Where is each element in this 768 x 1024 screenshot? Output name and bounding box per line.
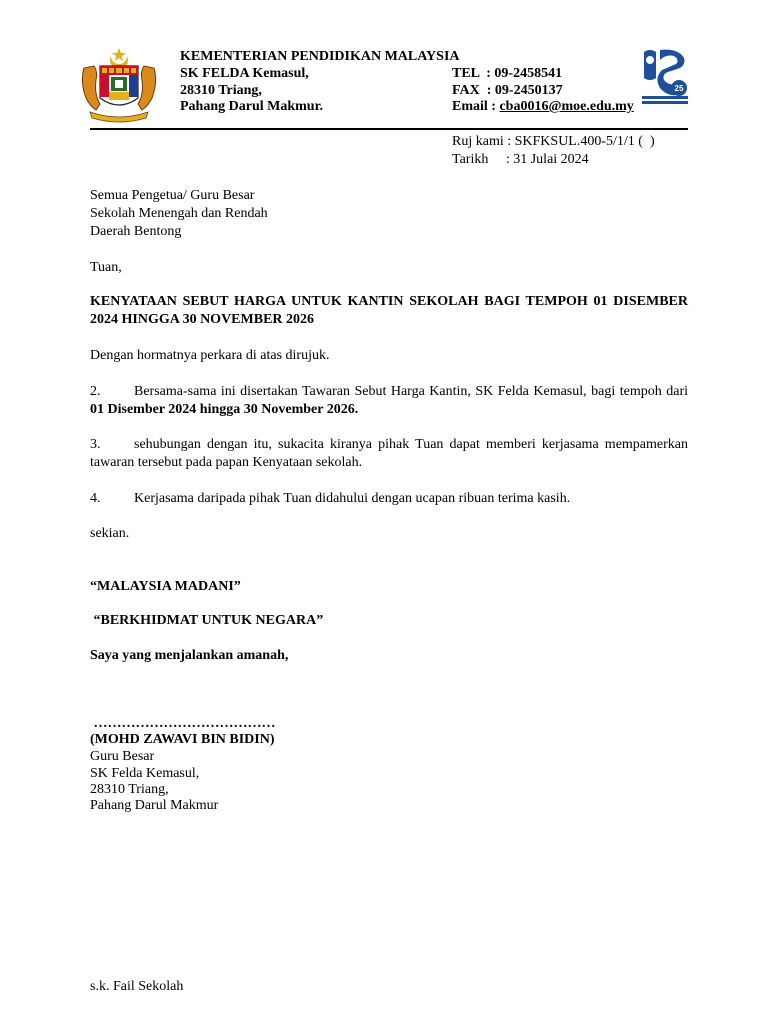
email-label: Email : <box>452 99 500 114</box>
ministry-name: KEMENTERIAN PENDIDIKAN MALAYSIA <box>180 49 460 64</box>
paragraph-1: Dengan hormatnya perkara di atas dirujuk. <box>90 348 330 363</box>
trust-statement: Saya yang menjalankan amanah, <box>90 648 289 663</box>
email-line <box>452 98 634 116</box>
signature-line: ………………………………… <box>90 716 276 731</box>
paragraph-3-text: sehubungan dengan itu, sukacita kiranya pihak Tuan dapat memberi kerjasama mempamerkan tawaran tersebut pada papan Kenyataan sekolah. <box>90 437 688 470</box>
signatory-state: Pahang Darul Makmur <box>90 798 219 813</box>
fax-label: FAX : <box>452 83 495 98</box>
recipient-line-2: Sekolah Menengah dan Rendah <box>90 206 268 221</box>
paragraph-2 <box>90 383 688 419</box>
signatory-school: SK Felda Kemasul, <box>90 766 200 781</box>
school-badge-logo <box>640 48 690 106</box>
closing-text: sekian. <box>90 526 130 541</box>
header-divider <box>90 128 688 130</box>
paragraph-4 <box>90 490 688 508</box>
signatory-title: Guru Besar <box>90 749 155 764</box>
email-link[interactable]: cba0016@moe.edu.my <box>499 99 634 114</box>
badge-number: 25 <box>674 84 684 93</box>
fax-number: 09-2450137 <box>494 83 563 98</box>
telephone-line <box>452 65 562 83</box>
letter-date: Tarikh : 31 Julai 2024 <box>452 152 589 167</box>
signatory-postcode-town: 28310 Triang, <box>90 782 169 797</box>
slogan-berkhidmat: “BERKHIDMAT UNTUK NEGARA” <box>90 613 324 628</box>
paragraph-3-number: 3. <box>90 437 101 452</box>
paragraph-4-text: Kerjasama daripada pihak Tuan didahului dengan ucapan ribuan terima kasih. <box>134 491 571 506</box>
paragraph-2-number: 2. <box>90 384 101 399</box>
paragraph-2-text: Bersama-sama ini disertakan Tawaran Sebut Harga Kantin, SK Felda Kemasul, bagi tempoh dari <box>134 384 688 399</box>
carbon-copy-note: s.k. Fail Sekolah <box>90 979 184 994</box>
signatory-name: (MOHD ZAWAVI BIN BIDIN) <box>90 732 275 747</box>
paragraph-4-number: 4. <box>90 491 101 506</box>
paragraph-2-period: 01 Disember 2024 hingga 30 November 2026. <box>90 402 359 417</box>
school-name: SK FELDA Kemasul, <box>180 66 309 81</box>
paragraph-3 <box>90 436 688 472</box>
subject-heading: KENYATAAN SEBUT HARGA UNTUK KANTIN SEKOLAH BAGI TEMPOH 01 DISEMBER 2024 HINGGA 30 NOVEMBER 2026 <box>90 294 688 327</box>
recipient-line-1: Semua Pengetua/ Guru Besar <box>90 188 255 203</box>
reference-number: Ruj kami : SKFKSUL.400-5/1/1 ( ) <box>452 134 655 149</box>
coat-of-arms-logo <box>78 46 160 126</box>
school-postcode-town: 28310 Triang, <box>180 83 262 98</box>
telephone-label: TEL : <box>452 66 495 81</box>
salutation: Tuan, <box>90 260 122 275</box>
slogan-malaysia-madani: “MALAYSIA MADANI” <box>90 579 241 594</box>
recipient-line-3: Daerah Bentong <box>90 224 182 239</box>
school-state: Pahang Darul Makmur. <box>180 99 324 114</box>
telephone-number: 09-2458541 <box>494 66 563 81</box>
